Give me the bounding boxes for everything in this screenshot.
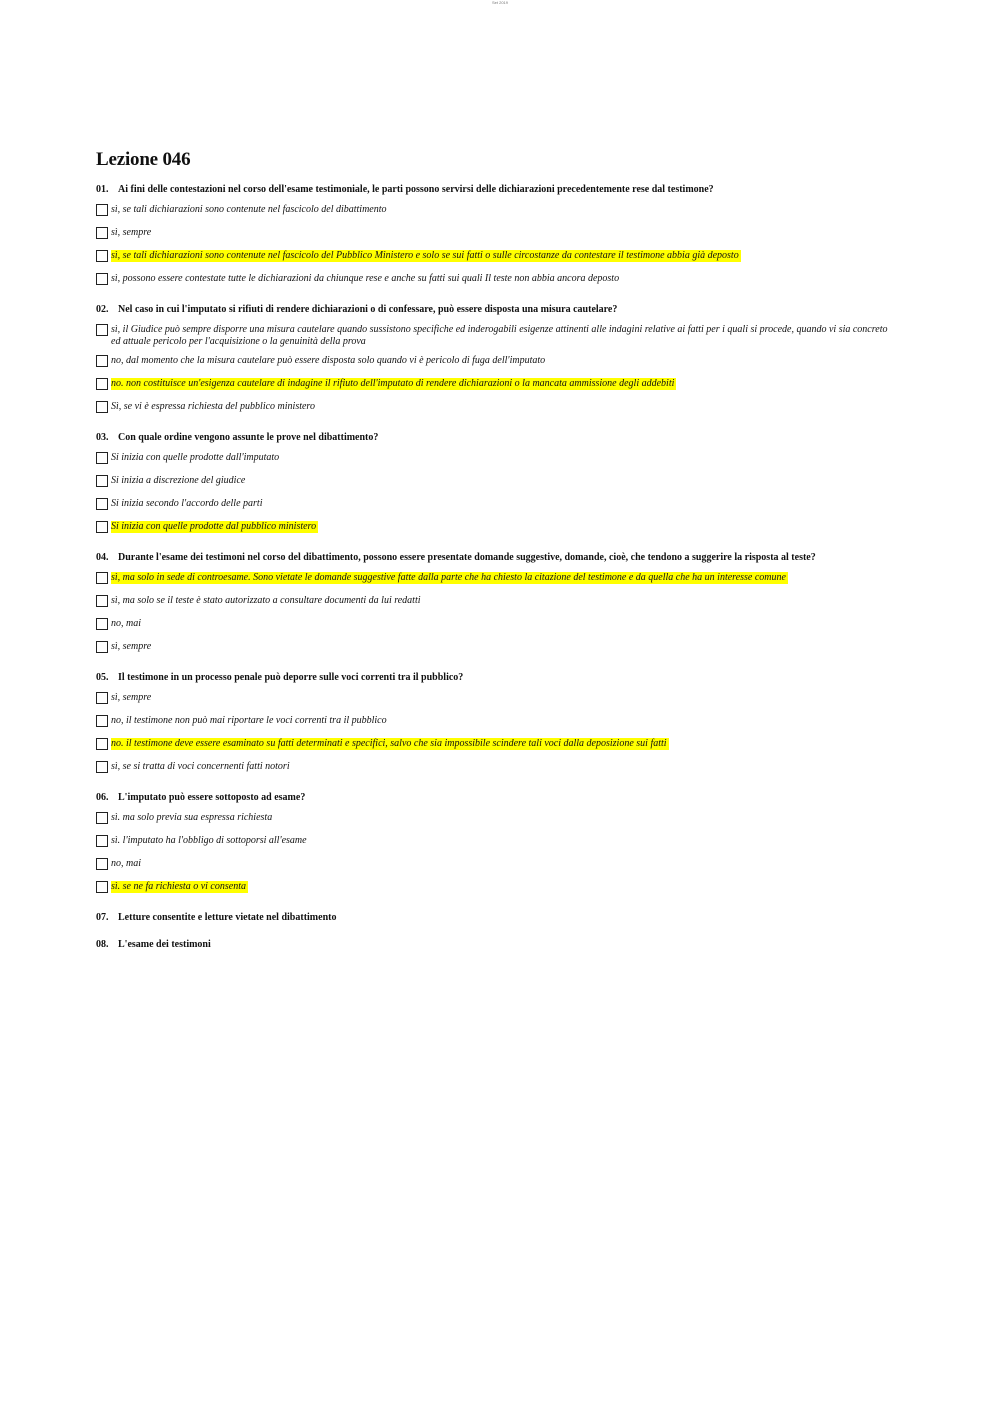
- answer-text-highlighted: sì, se tali dichiarazioni sono contenute nel fascicolo del Pubblico Ministero e solo se sui fatti o sulle circostanze da contestare il testimone abbia già deposto: [111, 250, 739, 261]
- answer-checkbox[interactable]: [96, 715, 108, 727]
- answer-option[interactable]: [96, 881, 888, 897]
- answer-option[interactable]: [96, 324, 888, 348]
- answer-option[interactable]: [96, 715, 888, 731]
- question-number: 06.: [96, 792, 109, 803]
- answer-option[interactable]: [96, 812, 888, 828]
- question-text: Durante l'esame dei testimoni nel corso del dibattimento, possono essere presentate domande suggestive, domande, cioè, che tendono a suggerire la risposta al teste?: [118, 552, 816, 563]
- answer-checkbox[interactable]: [96, 452, 108, 464]
- question-text-line: [96, 672, 888, 684]
- question-text: Il testimone in un processo penale può deporre sulle voci correnti tra il pubblico?: [118, 672, 464, 683]
- answer-text-highlighted: no. il testimone deve essere esaminato su fatti determinati e specifici, salvo che sia impossibile scindere tali voci dalla deposizione sui fatti: [111, 738, 667, 749]
- question-text-line: [96, 912, 888, 924]
- question-list: [96, 184, 888, 951]
- answer-text: sì, il Giudice può sempre disporre una misura cautelare quando sussistono specifiche ed inderogabili esigenze attinenti alle indagini relative ai fatti per i quali si procede, quando vi sia concreto ed attuale pericolo per l'acquisizione o la genuinità della prova: [111, 324, 888, 347]
- answer-checkbox[interactable]: [96, 250, 108, 262]
- answer-option[interactable]: [96, 204, 888, 220]
- question-text: L'esame dei testimoni: [118, 939, 211, 950]
- answer-text: Si inizia con quelle prodotte dall'imputato: [111, 452, 280, 463]
- question-number: 08.: [96, 939, 109, 950]
- question-block: [96, 552, 888, 657]
- answer-option[interactable]: [96, 273, 888, 289]
- answer-option[interactable]: [96, 498, 888, 514]
- answer-text: no, il testimone non può mai riportare le voci correnti tra il pubblico: [111, 715, 387, 726]
- question-text-line: [96, 184, 888, 196]
- question-block: [96, 792, 888, 897]
- question-text-line: [96, 552, 888, 564]
- question-number: 01.: [96, 184, 109, 195]
- question-block: [96, 304, 888, 417]
- answer-text: sì, sempre: [111, 692, 152, 703]
- answer-checkbox[interactable]: [96, 355, 108, 367]
- question-text: L'imputato può essere sottoposto ad esame?: [118, 792, 306, 803]
- question-text-line: [96, 792, 888, 804]
- answer-text: sì. l'imputato ha l'obbligo di sottoporsi all'esame: [111, 835, 307, 846]
- answer-option[interactable]: [96, 401, 888, 417]
- answer-text: Si inizia a discrezione del giudice: [111, 475, 246, 486]
- answer-option[interactable]: [96, 572, 888, 588]
- answer-checkbox[interactable]: [96, 498, 108, 510]
- question-block: [96, 672, 888, 777]
- answer-option[interactable]: [96, 378, 888, 394]
- answer-checkbox[interactable]: [96, 761, 108, 773]
- answer-option[interactable]: [96, 227, 888, 243]
- answer-text: sì. ma solo previa sua espressa richiesta: [111, 812, 273, 823]
- answer-text: sì, se tali dichiarazioni sono contenute nel fascicolo del dibattimento: [111, 204, 387, 215]
- question-block: [96, 432, 888, 537]
- answer-text: sì, se si tratta di voci concernenti fatti notori: [111, 761, 290, 772]
- answer-checkbox[interactable]: [96, 692, 108, 704]
- answer-text: no, dal momento che la misura cautelare può essere disposta solo quando vi è pericolo di fuga dell'imputato: [111, 355, 546, 366]
- answer-option[interactable]: [96, 618, 888, 634]
- question-text: Ai fini delle contestazioni nel corso dell'esame testimoniale, le parti possono servirsi delle dichiarazioni precedentemente rese dal testimone?: [118, 184, 714, 195]
- answer-text: sì, possono essere contestate tutte le dichiarazioni da chiunque rese e anche su fatti sui quali Il teste non abbia ancora deposto: [111, 273, 620, 284]
- question-number: 03.: [96, 432, 109, 443]
- answer-checkbox[interactable]: [96, 835, 108, 847]
- answer-option[interactable]: [96, 595, 888, 611]
- answer-option[interactable]: [96, 835, 888, 851]
- answer-text: Sì, se vi è espressa richiesta del pubblico ministero: [111, 401, 315, 412]
- answer-option[interactable]: [96, 761, 888, 777]
- answer-option[interactable]: [96, 858, 888, 874]
- answer-checkbox[interactable]: [96, 521, 108, 533]
- page-header-text: Set 2019: [491, 0, 508, 5]
- answer-text-highlighted: sì. se ne fa richiesta o vi consenta: [111, 881, 246, 892]
- answer-text-highlighted: Si inizia con quelle prodotte dal pubblico ministero: [111, 521, 317, 532]
- answer-option[interactable]: [96, 452, 888, 468]
- answer-text: sì, sempre: [111, 227, 152, 238]
- answer-option[interactable]: [96, 738, 888, 754]
- answer-text-highlighted: no. non costituisce un'esigenza cautelare di indagine il rifiuto dell'imputato di rendere dichiarazioni o la mancata ammissione degli addebiti: [111, 378, 675, 389]
- answer-option[interactable]: [96, 641, 888, 657]
- answer-text: no, mai: [111, 858, 141, 869]
- question-block: [96, 184, 888, 289]
- question-number: 07.: [96, 912, 109, 923]
- answer-option[interactable]: [96, 692, 888, 708]
- answer-checkbox[interactable]: [96, 227, 108, 239]
- question-text: Con quale ordine vengono assunte le prove nel dibattimento?: [118, 432, 379, 443]
- question-block: [96, 912, 888, 924]
- lesson-title: Lezione 046: [96, 149, 191, 170]
- question-number: 05.: [96, 672, 109, 683]
- answer-checkbox[interactable]: [96, 401, 108, 413]
- answer-text-highlighted: sì, ma solo in sede di controesame. Sono vietate le domande suggestive fatte dalla parte che ha chiesto la citazione del testimone e da quella che ha un interesse comune: [111, 572, 786, 583]
- answer-checkbox[interactable]: [96, 595, 108, 607]
- answer-checkbox[interactable]: [96, 204, 108, 216]
- question-text-line: [96, 304, 888, 316]
- answer-text: Si inizia secondo l'accordo delle parti: [111, 498, 263, 509]
- question-block: [96, 939, 888, 951]
- answer-checkbox[interactable]: [96, 881, 108, 893]
- answer-checkbox[interactable]: [96, 572, 108, 584]
- answer-checkbox[interactable]: [96, 378, 108, 390]
- answer-checkbox[interactable]: [96, 273, 108, 285]
- question-text-line: [96, 939, 888, 951]
- answer-text: no, mai: [111, 618, 141, 629]
- answer-text: sì, sempre: [111, 641, 152, 652]
- answer-option[interactable]: [96, 521, 888, 537]
- answer-checkbox[interactable]: [96, 475, 108, 487]
- answer-checkbox[interactable]: [96, 738, 108, 750]
- document-body: [96, 148, 888, 966]
- question-text-line: [96, 432, 888, 444]
- answer-checkbox[interactable]: [96, 324, 108, 336]
- question-text: Nel caso in cui l'imputato si rifiuti di rendere dichiarazioni o di confessare, può essere disposta una misura cautelare?: [118, 304, 618, 315]
- answer-checkbox[interactable]: [96, 641, 108, 653]
- answer-checkbox[interactable]: [96, 858, 108, 870]
- answer-text: sì, ma solo se il teste è stato autorizzato a consultare documenti da lui redatti: [111, 595, 421, 606]
- answer-checkbox[interactable]: [96, 618, 108, 630]
- answer-checkbox[interactable]: [96, 812, 108, 824]
- question-number: 02.: [96, 304, 109, 315]
- question-number: 04.: [96, 552, 109, 563]
- question-text: Letture consentite e letture vietate nel dibattimento: [118, 912, 337, 923]
- answer-option[interactable]: [96, 475, 888, 491]
- answer-option[interactable]: [96, 250, 888, 266]
- answer-option[interactable]: [96, 355, 888, 371]
